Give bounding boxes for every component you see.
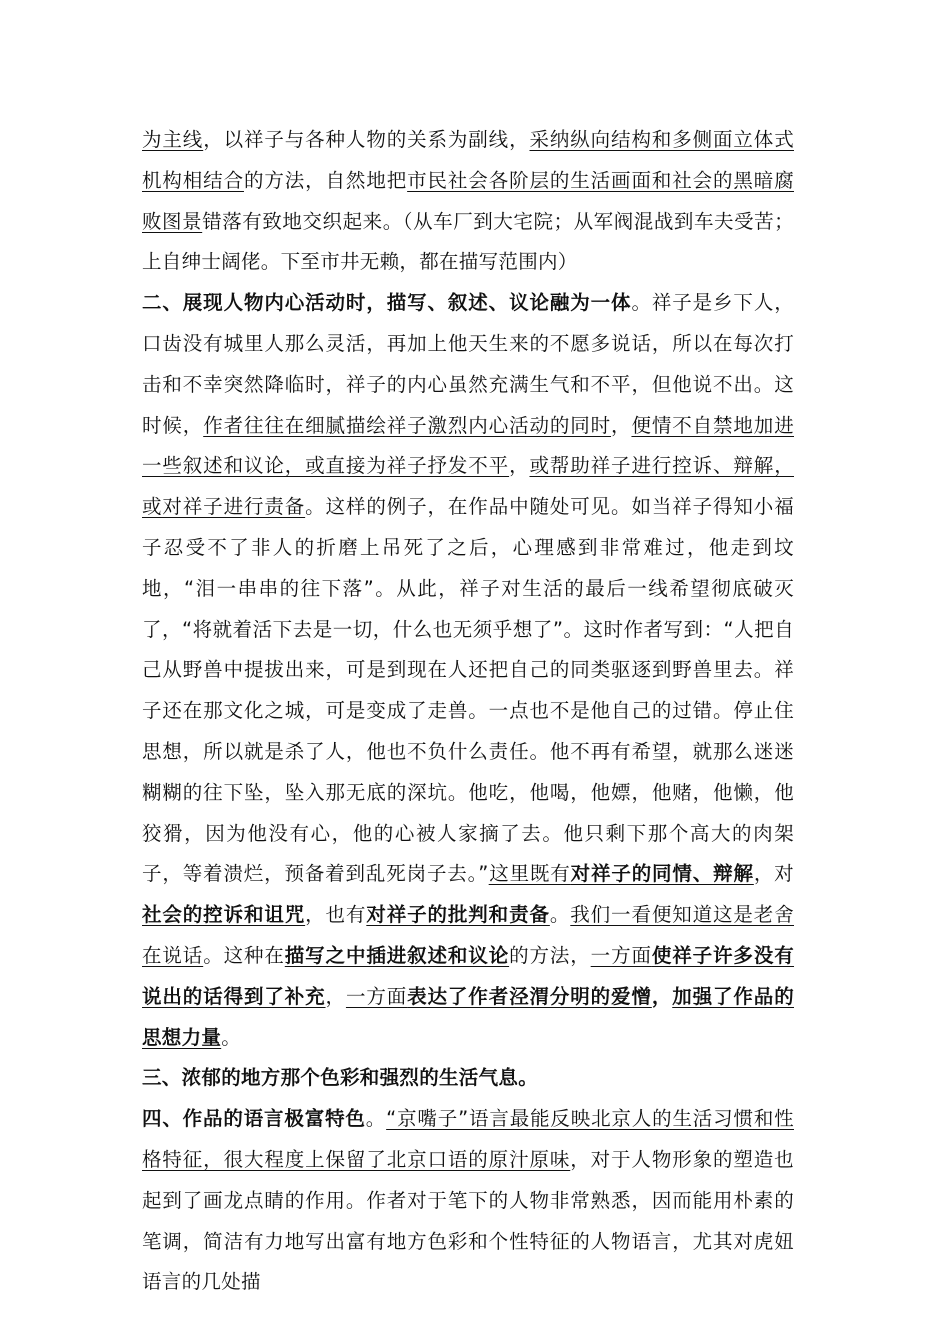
emphasized-text: ， [651,984,673,1008]
body-text: 的方法，自然地把 [243,168,408,192]
underlined-text: 为主线 [142,128,204,151]
underlined-text: 便情不自禁地加进一些叙述和议论，或直接为祥子抒发不平 [142,413,794,478]
emphasized-text: 加强了作品的思想力量 [142,984,794,1049]
underlined-text: 采纳纵向结构和多侧面立体式机构相结合 [142,128,794,192]
emphasized-text: 社会的控诉和诅咒 [142,903,306,927]
underlined-text: 市民社会各阶层的生活画面和社会的黑暗腐败图景 [142,168,794,233]
underlined-text: 一方面 [590,943,652,967]
underlined-text: 这里既有 [488,862,571,886]
body-text: 。 [549,903,571,927]
emphasized-text: 四、作品的语言极富特色 [142,1107,366,1131]
body-text: 。 [365,1107,387,1131]
emphasized-text: 表达了作者泾渭分明的爱憎 [407,984,652,1008]
emphasized-text: 对祥子的批判和责备 [366,903,550,927]
underlined-text: 作者往往在细腻描绘祥子激烈内心活动的同时 [203,413,612,437]
underlined-text: “京嘴子”语言最能反映北京人的生活习惯和性格特征，很大程度上保留了北京口语的原汁原味 [142,1107,794,1171]
body-text: 错落有致地交织起来。（从车厂到大宅院；从军阀混战到车夫受苦；上自绅士阔佬。下至市井无赖，都在描写范围内） [142,209,794,274]
underlined-text: 我们一看便知道这是老舍在说话 [142,903,794,967]
document-body [142,120,794,1303]
body-text: ，以祥子与各种人物的关系为副线， [203,128,530,151]
paragraph [142,120,794,283]
body-text: ，也有 [305,903,367,927]
paragraph [142,1099,794,1303]
underlined-text: 一方面 [345,984,408,1008]
body-text: ，对于人物形象的塑造也起到了画龙点睛的作用。作者对于笔下的人物非常熟悉，因而能用朴素的笔调，简洁有力地写出富有地方色彩和个性特征的人物语言，尤其对虎妞语言的几处描 [142,1147,794,1294]
body-text: ，对 [753,862,794,886]
body-text: 。 [221,1025,242,1049]
emphasized-text: 对祥子的同情、辩解 [570,862,754,886]
emphasized-text: 使祥子许多没有说出的话得到了补充 [142,943,795,1008]
body-text: 。这样的例子，在作品中随处可见。如当祥子得知小福子忍受不了非人的折磨上吊死了之后，心理感到非常难过，他走到坟地，“泪一串串的往下落”。从此，祥子对生活的最后一线希望彻底破灭了，“将就着活下去是一切，什么也无须乎想了”。这时作者写到：“人把自己从野兽中提拔出来，可是到现在人还把自己的同类驱逐到野兽里去。祥子还在那文化之城，可是变成了走兽。一点也不是他自己的过错。停止住思想，所以就是杀了人，他也不负什么责任。他不再有希望，就那么迷迷糊糊的往下坠，坠入那无底的深坑。他吃，他喝，他嫖，他赌，他懒，他狡猾，因为他没有心，他的心被人家摘了去。他只剩下那个高大的肉架子，等着溃烂，预备着到乱死岗子去。” [142,495,795,886]
underlined-text: 或帮助祥子进行控诉、辩解，或对祥子进行责备 [142,454,794,519]
paragraph [142,1058,794,1099]
body-text: ， [509,454,530,478]
body-text: 。祥子是乡下人，口齿没有城里人那么灵活，再加上他天生来的不愿多说话，所以在每次打击和不幸突然降临时，祥子的内心虽然充满生气和不平，但他说不出。这时候， [142,291,795,437]
body-text: 的方法， [509,943,591,967]
emphasized-text: 三、浓郁的地方那个色彩和强烈的生活气息。 [142,1066,539,1090]
emphasized-text: 描写之中插进叙述和议论 [284,943,510,967]
emphasized-text: 二、展现人物内心活动时，描写、叙述、议论融为一体 [142,291,632,315]
body-text: ， [325,984,346,1008]
paragraph [142,283,794,1058]
body-text: 。这种在 [203,943,285,967]
body-text: ， [611,413,632,437]
